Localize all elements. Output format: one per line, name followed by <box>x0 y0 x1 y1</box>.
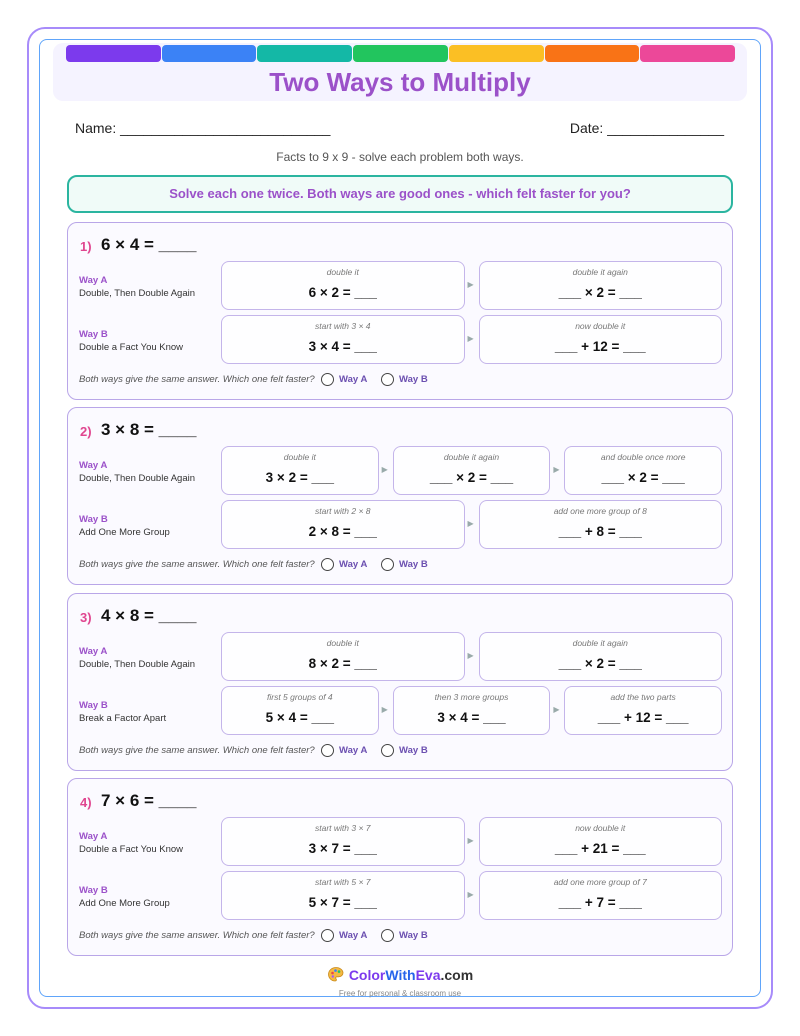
choice-way-b[interactable] <box>381 929 428 942</box>
brand-logo <box>327 966 473 984</box>
step-hint: now double it <box>575 823 626 833</box>
problem-equation[interactable]: 4 × 8 = ____ <box>101 606 197 625</box>
step-box[interactable] <box>221 817 465 866</box>
arrow-right-icon: ▶ <box>467 334 474 343</box>
date-field[interactable]: Date: _______________ <box>569 120 724 136</box>
palette-icon <box>327 966 345 984</box>
color-bar <box>640 45 735 62</box>
step-expression[interactable]: ___ + 7 = ___ <box>558 895 642 910</box>
step-box[interactable] <box>393 686 551 735</box>
step-box[interactable] <box>221 315 465 364</box>
footer <box>0 966 800 998</box>
step-box[interactable] <box>479 817 723 866</box>
problem-card <box>67 222 733 400</box>
way-description: Double a Fact You Know <box>79 342 184 353</box>
step-expression[interactable]: ___ + 12 = ___ <box>554 339 646 354</box>
arrow-right-icon: ▶ <box>467 890 474 899</box>
radio-circle-icon[interactable] <box>321 744 334 757</box>
radio-circle-icon[interactable] <box>321 929 334 942</box>
problem-equation[interactable]: 3 × 8 = ____ <box>101 420 197 439</box>
step-box[interactable] <box>564 686 722 735</box>
step-hint: double it <box>326 638 359 648</box>
problem-card <box>67 407 733 585</box>
step-box[interactable] <box>479 261 723 310</box>
arrow-right-icon: ▶ <box>381 465 388 474</box>
way-title: Way B <box>79 329 108 340</box>
way-b-label <box>79 699 166 725</box>
choice-label: Way B <box>399 930 428 941</box>
step-hint: start with 2 × 8 <box>314 506 371 516</box>
step-box[interactable] <box>564 446 722 495</box>
choice-label: Way B <box>399 559 428 570</box>
step-expression[interactable]: 3 × 4 = ___ <box>308 339 377 354</box>
step-hint: and double once more <box>600 452 686 462</box>
faster-question: Both ways give the same answer. Which one felt faster? <box>79 559 315 570</box>
step-box[interactable] <box>479 632 723 681</box>
way-b-label <box>79 513 170 539</box>
color-bar <box>162 45 257 62</box>
step-hint: double it <box>283 452 316 462</box>
color-bar <box>545 45 640 62</box>
step-expression[interactable]: ___ × 2 = ___ <box>558 285 642 300</box>
choice-label: Way A <box>339 930 368 941</box>
way-a-label <box>79 274 195 300</box>
step-hint: add one more group of 8 <box>553 506 647 516</box>
step-box[interactable] <box>393 446 551 495</box>
way-title: Way B <box>79 885 108 896</box>
brand-part-4: .com <box>440 967 474 983</box>
radio-circle-icon[interactable] <box>381 929 394 942</box>
footer-tagline: Free for personal & classroom use <box>338 989 462 998</box>
step-box[interactable] <box>479 315 723 364</box>
choice-label: Way B <box>399 374 428 385</box>
choice-way-b[interactable] <box>381 558 428 571</box>
step-expression[interactable]: ___ + 21 = ___ <box>554 841 646 856</box>
step-expression[interactable]: 5 × 4 = ___ <box>265 710 334 725</box>
arrow-right-icon: ▶ <box>467 651 474 660</box>
faster-question: Both ways give the same answer. Which one felt faster? <box>79 374 315 385</box>
subtitle: Facts to 9 x 9 - solve each problem both ways. <box>276 150 524 164</box>
problem-equation[interactable]: 7 × 6 = ____ <box>101 791 197 810</box>
way-title: Way A <box>79 646 108 657</box>
way-title: Way A <box>79 275 108 286</box>
radio-circle-icon[interactable] <box>321 373 334 386</box>
step-box[interactable] <box>479 500 723 549</box>
choice-way-b[interactable] <box>381 373 428 386</box>
step-expression[interactable]: ___ + 8 = ___ <box>558 524 642 539</box>
choice-way-a[interactable] <box>321 373 367 386</box>
color-bar <box>353 45 448 62</box>
brand-part-1: Color <box>348 967 386 983</box>
way-a-label <box>79 830 183 856</box>
choice-label: Way A <box>339 559 368 570</box>
choice-label: Way B <box>399 745 428 756</box>
step-hint: double it <box>326 267 359 277</box>
step-box[interactable] <box>221 446 379 495</box>
step-expression[interactable]: ___ × 2 = ___ <box>429 470 514 485</box>
step-hint: double it again <box>572 638 628 648</box>
choice-way-a[interactable] <box>321 558 367 571</box>
way-description: Double a Fact You Know <box>79 844 184 855</box>
choice-way-a[interactable] <box>321 929 367 942</box>
step-expression[interactable]: 5 × 7 = ___ <box>308 895 377 910</box>
radio-circle-icon[interactable] <box>381 373 394 386</box>
step-hint: start with 5 × 7 <box>314 877 371 887</box>
way-description: Double, Then Double Again <box>79 473 196 484</box>
color-bar <box>449 45 544 62</box>
step-expression[interactable]: 8 × 2 = ___ <box>308 656 377 671</box>
step-expression[interactable]: 2 × 8 = ___ <box>308 524 377 539</box>
step-hint: start with 3 × 4 <box>314 321 371 331</box>
choice-way-b[interactable] <box>381 744 428 757</box>
step-expression[interactable]: ___ + 12 = ___ <box>597 710 689 725</box>
color-bar <box>257 45 352 62</box>
way-a-label <box>79 645 195 671</box>
step-box[interactable] <box>479 871 723 920</box>
way-title: Way A <box>79 460 108 471</box>
radio-circle-icon[interactable] <box>321 558 334 571</box>
step-box[interactable] <box>221 632 465 681</box>
step-hint: then 3 more groups <box>434 692 509 702</box>
problem-number: 1) <box>80 239 92 254</box>
step-box[interactable] <box>221 871 465 920</box>
page-title: Two Ways to Multiply <box>269 67 531 97</box>
way-b-label <box>79 328 183 354</box>
step-expression[interactable]: ___ × 2 = ___ <box>558 656 642 671</box>
step-hint: first 5 groups of 4 <box>266 692 333 702</box>
problem-number: 2) <box>80 424 92 439</box>
faster-question: Both ways give the same answer. Which one felt faster? <box>79 745 315 756</box>
radio-circle-icon[interactable] <box>381 558 394 571</box>
problem-card <box>67 778 733 956</box>
choice-way-a[interactable] <box>321 744 367 757</box>
way-description: Break a Factor Apart <box>79 713 167 724</box>
step-expression[interactable]: 3 × 7 = ___ <box>308 841 377 856</box>
way-description: Double, Then Double Again <box>79 288 196 299</box>
problem-number: 4) <box>80 795 92 810</box>
arrow-right-icon: ▶ <box>467 280 474 289</box>
way-description: Double, Then Double Again <box>79 659 196 670</box>
way-title: Way B <box>79 514 108 525</box>
faster-question: Both ways give the same answer. Which one felt faster? <box>79 930 315 941</box>
radio-circle-icon[interactable] <box>381 744 394 757</box>
way-b-label <box>79 884 170 910</box>
name-field[interactable]: Name: ___________________________ <box>75 120 331 136</box>
step-hint: now double it <box>575 321 626 331</box>
step-expression[interactable]: 3 × 4 = ___ <box>437 710 506 725</box>
step-box[interactable] <box>221 261 465 310</box>
step-hint: add one more group of 7 <box>553 877 647 887</box>
brand-part-3: Eva <box>415 967 441 983</box>
color-bar <box>66 45 161 62</box>
choice-label: Way A <box>339 374 368 385</box>
way-title: Way B <box>79 700 108 711</box>
step-box[interactable] <box>221 686 379 735</box>
arrow-right-icon: ▶ <box>553 705 560 714</box>
color-bars <box>66 45 736 62</box>
step-hint: start with 3 × 7 <box>314 823 371 833</box>
way-title: Way A <box>79 831 108 842</box>
step-hint: double it again <box>443 452 500 462</box>
way-description: Add One More Group <box>79 898 170 909</box>
instructions-box: Solve each one twice. Both ways are good ones - which felt faster for you? <box>67 175 733 213</box>
arrow-right-icon: ▶ <box>467 836 474 845</box>
way-a-label <box>79 459 195 485</box>
problem-card <box>67 593 733 771</box>
step-hint: add the two parts <box>610 692 676 702</box>
way-description: Add One More Group <box>79 527 170 538</box>
step-hint: double it again <box>572 267 628 277</box>
arrow-right-icon: ▶ <box>553 465 560 474</box>
problem-equation[interactable]: 6 × 4 = ____ <box>101 235 197 254</box>
step-expression[interactable]: 6 × 2 = ___ <box>308 285 377 300</box>
arrow-right-icon: ▶ <box>381 705 388 714</box>
step-expression[interactable]: ___ × 2 = ___ <box>601 470 685 485</box>
step-box[interactable] <box>221 500 465 549</box>
arrow-right-icon: ▶ <box>467 519 474 528</box>
brand-part-2: With <box>385 967 416 983</box>
problem-number: 3) <box>80 610 92 625</box>
choice-label: Way A <box>339 745 368 756</box>
step-expression[interactable]: 3 × 2 = ___ <box>265 470 334 485</box>
